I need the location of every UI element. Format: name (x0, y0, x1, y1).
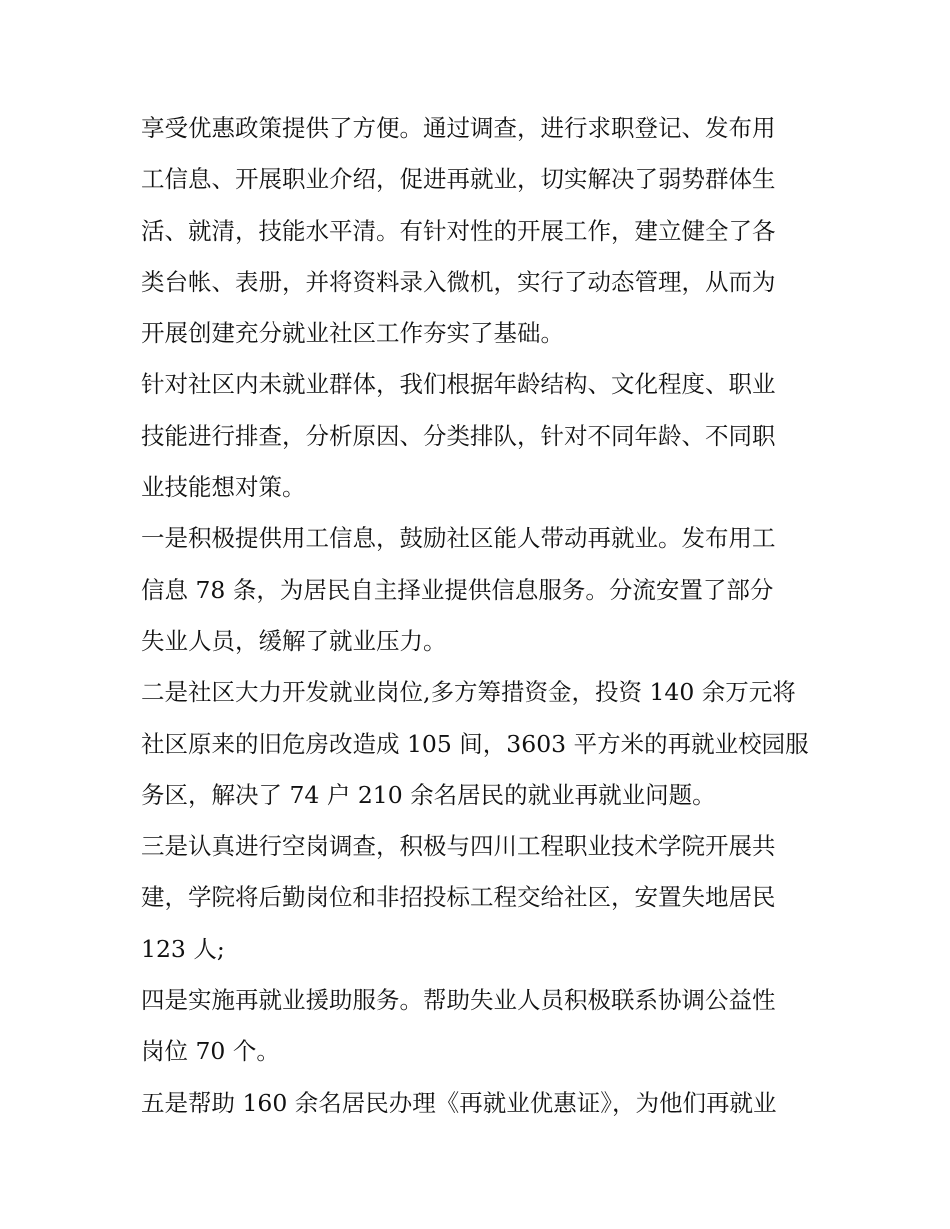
text-line: 业技能想对策。 (141, 473, 306, 502)
text-line: 岗位 70 个。 (141, 1037, 280, 1066)
document-body (141, 103, 813, 1129)
text-line: 四是实施再就业援助服务。帮助失业人员积极联系协调公益性 (141, 986, 776, 1015)
text-line: 活、就清，技能水平清。有针对性的开展工作，建立健全了各 (141, 216, 776, 245)
text-line: 信息 78 条，为居民自主择业提供信息服务。分流安置了部分 (141, 575, 774, 604)
text-line: 类台帐、表册，并将资料录入微机，实行了动态管理，从而为 (141, 267, 776, 296)
text-line: 建，学院将后勤岗位和非招投标工程交给社区，安置失地居民 (141, 883, 776, 912)
text-line: 失业人员，缓解了就业压力。 (141, 626, 447, 655)
text-line: 针对社区内未就业群体，我们根据年龄结构、文化程度、职业 (141, 370, 776, 399)
paragraph-item-two (141, 667, 813, 821)
text-line: 二是社区大力开发就业岗位,多方筹措资金，投资 140 余万元将 (141, 678, 796, 707)
paragraph-item-three (141, 821, 813, 975)
text-line: 工信息、开展职业介绍，促进再就业，切实解决了弱势群体生 (141, 165, 776, 194)
text-line: 开展创建充分就业社区工作夯实了基础。 (141, 319, 564, 348)
paragraph-preferential-policy (141, 103, 813, 359)
text-line: 技能进行排查，分析原因、分类排队，针对不同年龄、不同职 (141, 421, 776, 450)
paragraph-item-one (141, 513, 813, 667)
paragraph-unemployed-groups (141, 359, 813, 513)
text-line: 务区，解决了 74 户 210 余名居民的就业再就业问题。 (141, 780, 716, 809)
text-line: 社区原来的旧危房改造成 105 间，3603 平方米的再就业校园服 (141, 729, 809, 758)
text-line: 一是积极提供用工信息，鼓励社区能人带动再就业。发布用工 (141, 524, 776, 553)
text-line: 享受优惠政策提供了方便。通过调查，进行求职登记、发布用 (141, 114, 776, 142)
paragraph-item-five (141, 1078, 813, 1129)
text-line: 三是认真进行空岗调查，积极与四川工程职业技术学院开展共 (141, 832, 776, 861)
paragraph-item-four (141, 975, 813, 1078)
text-line: 123 人; (141, 934, 225, 963)
text-line: 五是帮助 160 余名居民办理《再就业优惠证》，为他们再就业 (141, 1088, 777, 1117)
